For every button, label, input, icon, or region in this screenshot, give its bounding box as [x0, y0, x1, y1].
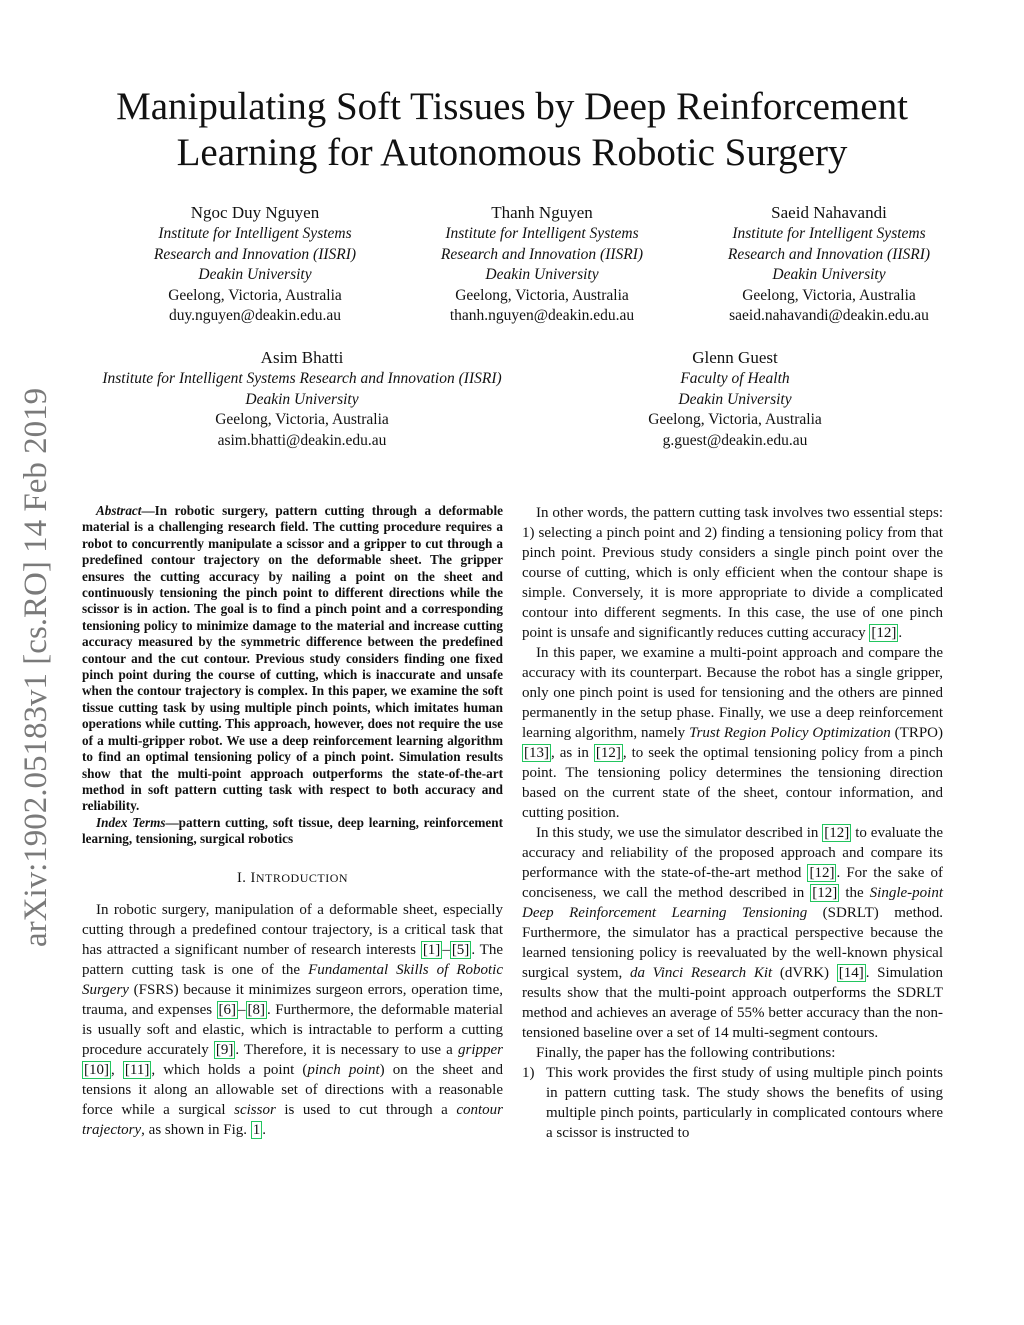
author-email[interactable]: duy.nguyen@deakin.edu.au: [168, 307, 342, 325]
text-run-italic: Trust Region Policy Optimization: [689, 725, 891, 741]
text-run: , as in: [551, 745, 594, 761]
text-run-italic: pinch point: [307, 1061, 380, 1078]
text-run: In this study, we use the simulator described in: [536, 825, 823, 841]
text-run: In robotic surgery, manipulation of a deformable sheet, especially cutting through a predefined contour trajectory, is a critical task that has attracted a significant number of research interests: [82, 901, 503, 958]
author-name: Saeid Nahavandi: [771, 203, 887, 222]
author-institute-cont: Research and Innovation (IISRI): [727, 245, 931, 263]
author-name: Ngoc Duy Nguyen: [190, 203, 320, 222]
citation-link[interactable]: [1]: [422, 941, 441, 958]
author-institute: Institute for Intelligent Systems: [732, 225, 926, 242]
list-text: This work provides the first study of using multiple pinch points in pattern cutting task. The study shows the benefits of using multiple pinch points, particularly in complicated contours where a scissor is instructed to: [546, 1065, 943, 1141]
citation-link[interactable]: [11]: [124, 1061, 150, 1078]
index-terms-label: Index Terms: [96, 814, 166, 830]
author-institute-cont: Research and Innovation (IISRI): [440, 245, 644, 263]
index-terms-text: —pattern cutting, soft tissue, deep learning, reinforcement learning, tensioning, surgical robotics: [82, 814, 503, 847]
citation-link[interactable]: [13]: [524, 745, 549, 761]
figure-link[interactable]: 1: [252, 1121, 261, 1138]
author-email[interactable]: asim.bhatti@deakin.edu.au: [217, 431, 387, 449]
author-email[interactable]: g.guest@deakin.edu.au: [662, 431, 808, 449]
text-run: .: [262, 1121, 266, 1138]
abstract-paragraph: [82, 503, 503, 815]
citation-link[interactable]: [12]: [824, 825, 850, 841]
abstract: [82, 503, 503, 848]
citation-link[interactable]: [8]: [247, 1001, 266, 1018]
author-location: Geelong, Victoria, Australia: [455, 286, 629, 304]
abstract-label: Abstract: [96, 503, 142, 518]
citation-link[interactable]: [6]: [218, 1001, 237, 1018]
text-run: . Simulation results show that the multi-point approach outperforms the SDRLT method and achieves an average of 55% better accuracy than the non-tensioned baseline over a set of 14 multi-segment contours.: [522, 965, 943, 1041]
text-run: , as shown in Fig.: [141, 1121, 251, 1138]
text-run: to evaluate the accuracy and reliability of the proposed approach and compare its performance with the state-of-the-art method: [522, 825, 943, 881]
author-name: Asim Bhatti: [260, 348, 344, 367]
text-run: . For the sake of conciseness, we call the method described in: [522, 865, 943, 901]
text-run-italic: Fundamental Skills of Robotic Surgery: [82, 961, 504, 998]
author-university: Deakin University: [485, 266, 599, 284]
author-email[interactable]: saeid.nahavandi@deakin.edu.au: [729, 307, 929, 325]
text-run-italic: Single-point Deep Reinforcement Learning Tensioning: [522, 885, 943, 921]
body-paragraph: [522, 823, 943, 1043]
text-run: (FSRS) because it minimizes surgeon errors, operation time, trauma, and expenses: [82, 981, 503, 1018]
arxiv-stamp: arXiv:1902.05183v1 [cs.RO] 14 Feb 2019: [18, 387, 54, 947]
paper-title: [60, 84, 964, 176]
author-location: Geelong, Victoria, Australia: [168, 286, 342, 304]
citation-link[interactable]: [12]: [809, 865, 835, 881]
text-run: (SDRLT) method. Furthermore, the simulator has a practical perspective because the learned tensioning policy is reevaluated by the well-known physical surgical system,: [522, 905, 943, 981]
text-run: , to seek the optimal tensioning policy from a pinch point. The tensioning policy determines the tensioning direction based on the current state of the sheet, contour information, and cutting position.: [522, 745, 943, 821]
text-run: In other words, the pattern cutting task involves two essential steps: 1) selecting a pinch point and 2) finding a tensioning policy from that pinch point. Previous study considers a single pinch point over the course of cutting, which is only efficient when the contour shape is simple. Conversely, it is more appropriate to divide a complicated contour into different segments. In this case, the use of one pinch point is unsafe and significantly reduces cutting accuracy: [522, 505, 943, 641]
citation-link[interactable]: [5]: [451, 941, 470, 958]
text-run: . The pattern cutting task is one of the: [82, 941, 503, 978]
text-run: ) on the sheet and tensions it along an allowable set of directions with a reasonable force while a surgical: [82, 1061, 503, 1118]
section-title-rest: NTRODUCTION: [255, 870, 349, 885]
author-block: [70, 347, 534, 451]
citation-link[interactable]: [12]: [812, 885, 838, 901]
right-column: [522, 503, 943, 1143]
author-institute: Institute for Intelligent Systems: [445, 225, 639, 242]
author-institute: Institute for Intelligent Systems: [158, 225, 352, 242]
section-title-cap: I: [250, 869, 256, 886]
author-block: [110, 202, 400, 327]
author-university: Deakin University: [772, 266, 886, 284]
title-line-1: Manipulating Soft Tissues by Deep Reinforcement: [116, 85, 908, 128]
author-university: Deakin University: [245, 390, 359, 408]
author-block: [397, 202, 687, 327]
body-paragraph: [522, 643, 943, 823]
author-email[interactable]: thanh.nguyen@deakin.edu.au: [449, 307, 635, 325]
text-run: is used to cut through a: [275, 1101, 457, 1118]
left-column: [82, 503, 503, 1140]
citation-link[interactable]: [12]: [871, 625, 897, 641]
citation-link[interactable]: [10]: [84, 1061, 109, 1078]
text-run: –: [238, 1001, 246, 1018]
body-paragraph: Finally, the paper has the following contributions:: [536, 1045, 836, 1061]
author-block: [684, 202, 974, 327]
author-institute: Institute for Intelligent Systems Research and Innovation (IISRI): [102, 370, 502, 387]
index-terms: [82, 815, 503, 848]
text-run-italic: gripper: [458, 1041, 503, 1058]
contribution-list-item: [522, 1063, 943, 1143]
list-number: 1): [522, 1065, 535, 1081]
body-paragraph: [522, 503, 943, 643]
author-block: [600, 347, 870, 451]
intro-paragraph: [82, 900, 503, 1140]
text-run: In this paper, we examine a multi-point approach and compare the accuracy with its counterpart. Because the robot has a single gripper, only one pinch point is used for tensioning and the others are pinned permanently in the setup phase. Finally, we use a deep reinforcement learning algorithm, namely: [522, 645, 943, 741]
citation-link[interactable]: [14]: [838, 965, 864, 981]
text-run-italic: scissor: [234, 1101, 276, 1118]
text-run: , which holds a point (: [151, 1061, 308, 1078]
text-run: (dVRK): [772, 965, 837, 981]
title-line-2: Learning for Autonomous Robotic Surgery: [176, 131, 848, 174]
author-location: Geelong, Victoria, Australia: [215, 411, 389, 429]
citation-link[interactable]: [9]: [215, 1041, 234, 1058]
author-name: Thanh Nguyen: [491, 203, 593, 222]
citation-link[interactable]: [12]: [595, 745, 621, 761]
text-run: . Furthermore, the deformable material is usually soft and elastic, which is intractable to perform a cutting procedure accurately: [82, 1001, 503, 1058]
text-run: . Therefore, it is necessary to use a: [235, 1041, 458, 1058]
section-heading: [82, 868, 503, 888]
author-institute-cont: Research and Innovation (IISRI): [153, 245, 357, 263]
text-run: –: [442, 941, 450, 958]
author-university: Deakin University: [678, 390, 792, 408]
text-run: the: [839, 885, 870, 901]
section-number: I.: [236, 869, 251, 886]
text-run-italic: contour trajectory: [82, 1101, 503, 1138]
author-university: Deakin University: [198, 266, 312, 284]
author-name: Glenn Guest: [692, 348, 778, 367]
text-run: .: [898, 625, 903, 641]
author-location: Geelong, Victoria, Australia: [648, 411, 822, 429]
abstract-text: —In robotic surgery, pattern cutting through a deformable material is a challenging research field. The cutting procedure requires a robot to concurrently manipulate a scissor and a gripper to cut through a predefined contour trajectory on the deformable sheet. The gripper ensures the cutting accuracy by nailing a point on the sheet and continuously tensioning the pinch point to different directions while the scissor is in action. The goal is to find a pinch point and a corresponding tensioning policy to minimize damage to the material and increase cutting accuracy measured by the symmetric difference between the predefined contour and the cut contour. Previous study considers finding one fixed pinch point during the course of cutting, which is inaccurate and unsafe when the contour trajectory is complex. In this paper, we examine the soft tissue cutting task by using multiple pinch points, which imitates human operations while cutting. This approach, however, does not require the use of a multi-gripper robot. We use a deep reinforcement learning algorithm to find an optimal tensioning policy of a pinch point. Simulation results show that the multi-point approach outperforms the state-of-the-art method in soft pattern cutting task with respect to both accuracy and reliability.: [82, 503, 503, 814]
text-run: (TRPO): [890, 725, 943, 741]
text-run-italic: da Vinci Research Kit: [630, 965, 773, 981]
author-institute: Faculty of Health: [680, 370, 790, 387]
author-location: Geelong, Victoria, Australia: [742, 286, 916, 304]
text-run: ,: [111, 1061, 123, 1078]
